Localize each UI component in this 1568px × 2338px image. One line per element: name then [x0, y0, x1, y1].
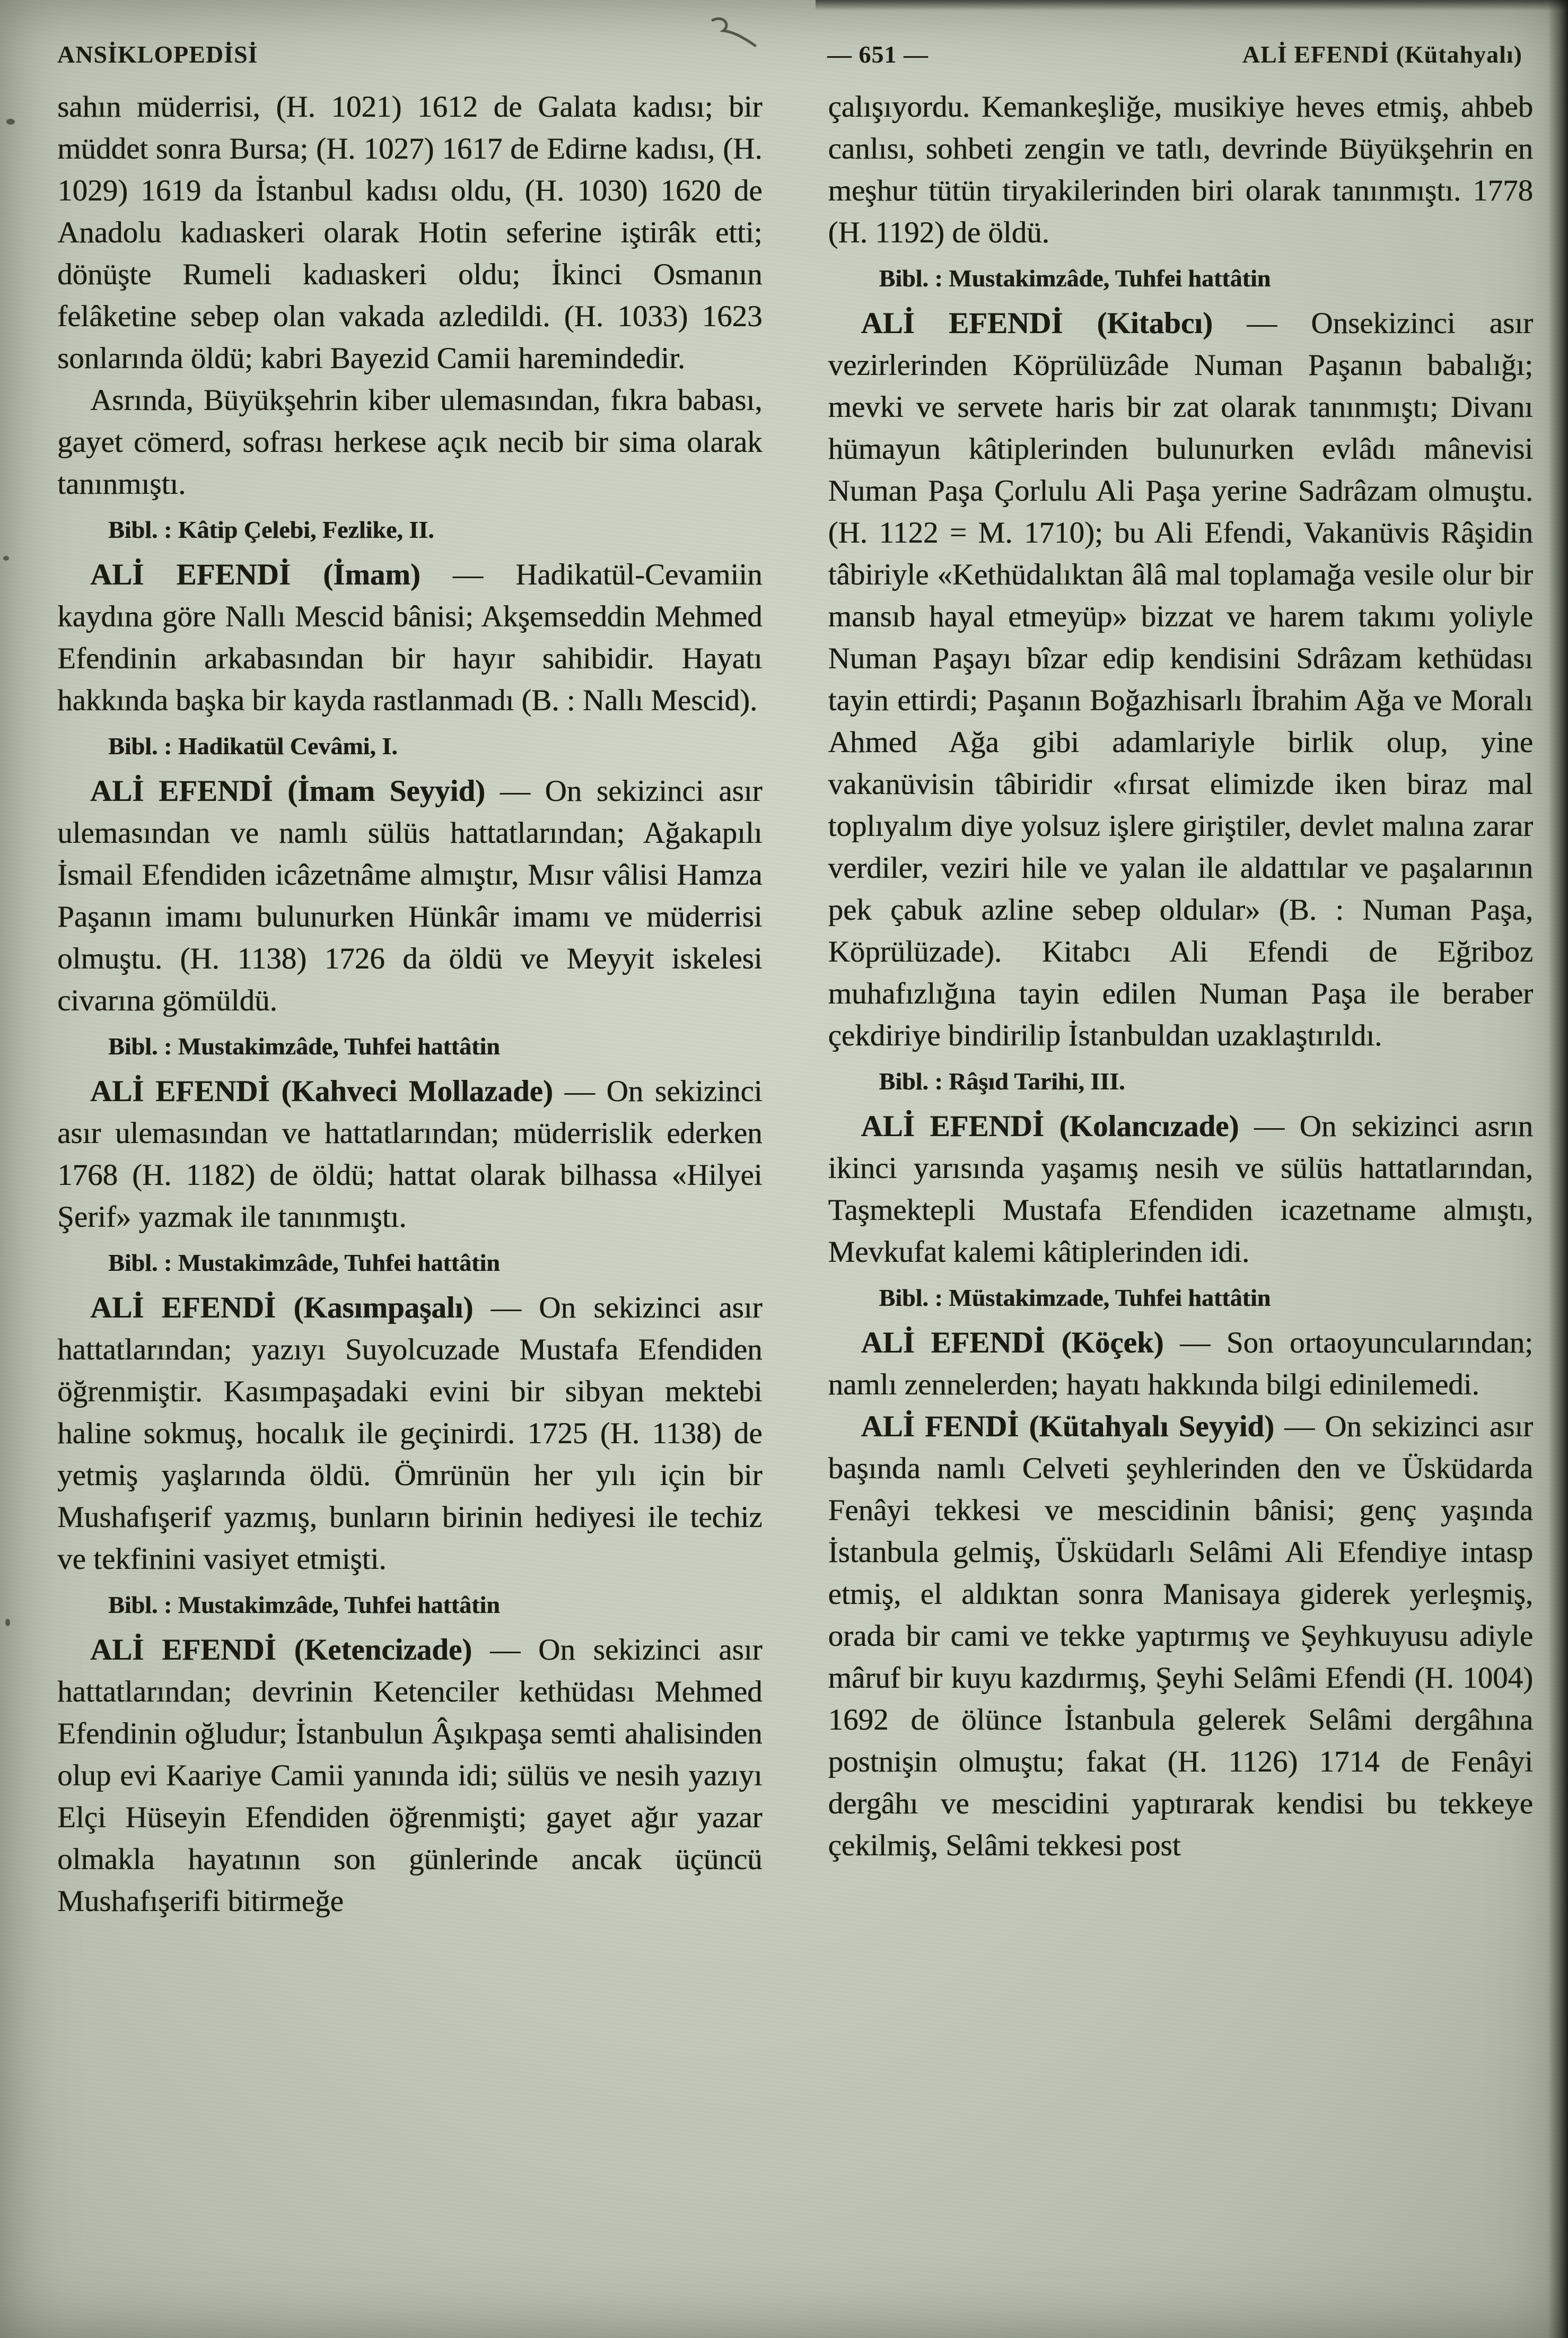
left-column	[57, 86, 763, 1922]
entry-paragraph: ALİ EFENDİ (Köçek) — Son ortaoyuncularından; namlı zennelerden; hayatı hakkında bilgi edinilemedi.	[828, 1326, 1533, 1401]
bibl-label: Bibl. :	[879, 1068, 943, 1095]
bibl-label: Bibl. :	[108, 1591, 172, 1618]
header-page-number: — 651 —	[827, 41, 928, 68]
entry-paragraph: ALİ EFENDİ (Kolancızade) — On sekizinci asrın ikinci yarısında yaşamış nesih ve sülüs hattatlarından, Taşmektepli Mustafa Efendiden icazetname almıştı, Mevkufat kalemi kâtiplerinden idi.	[828, 1110, 1533, 1269]
entry-title: ALİ EFENDİ (Kasımpaşalı)	[90, 1291, 474, 1324]
entry-paragraph: ALİ EFENDİ (Kitabcı) — Onsekizinci asır vezirlerinden Köprülüzâde Numan Paşanın babalığı; mevki ve servete haris bir zat olarak tanınmıştı; Divanı hümayun kâtiplerinden bulunurken evlâdı mânevisi Numan Paşa Çorlulu Ali Paşa yerine Sadrâzam olmuştu. (H. 1122 = M. 1710); bu Ali Efendi, Vakanüvis Râşidin tâbiriyle «Kethüdalıktan âlâ mal toplamağa vesile olur bir mansıb hayal etmeyüp» bizzat ve harem takımı yoliyle Numan Paşayı bîzar edip kendisini Sdrâzam kethüdası tayin ettirdi; Paşanın Boğazhisarlı İbrahim Ağa ve Moralı Ahmed Ağa gibi adamlariyle birlik olup, yine vakanüvisin tâbiridir «fırsat elimizde iken biraz mal toplıyalım diye yolsuz işlere giriştiler, devlet malına zarar verdiler, veziri hile ve yalan ile aldattılar ve paşalarının pek çabuk azline sebep oldular» (B. : Numan Paşa, Köprülüzade). Kitabcı Ali Efendi de Eğriboz muhafızlığına tayin edilen Numan Paşa ile beraber çekdiriye bindirilip İstanbuldan uzaklaştırıldı.	[828, 307, 1533, 1052]
ink-speck	[5, 1619, 10, 1626]
bibliography-line: Bibl. : Kâtip Çelebi, Fezlike, II.	[108, 516, 434, 543]
bibl-label: Bibl. :	[879, 1284, 943, 1311]
entry-title: ALİ EFENDİ (Kolancızade)	[861, 1110, 1239, 1143]
bibl-label: Bibl. :	[108, 1249, 172, 1276]
paragraph: sahın müderrisi, (H. 1021) 1612 de Galata kadısı; bir müddet sonra Bursa; (H. 1027) 1617 de Edirne kadısı, (H. 1029) 1619 da İstanbul kadısı oldu, (H. 1030) 1620 de Anadolu kadıaskeri olarak Hotin seferine iştirâk etti; dönüşte Rumeli kadıaskeri oldu; İkinci Osmanın felâketine sebep olan vakada azledildi. (H. 1033) 1623 sonlarında öldü; kabri Bayezid Camii haremindedir.	[57, 90, 763, 375]
header-journal-title: ANSİKLOPEDİSİ	[57, 41, 258, 68]
entry-title: ALİ EFENDİ (Ketencizade)	[90, 1633, 472, 1667]
bibl-label: Bibl. :	[108, 516, 172, 543]
running-header	[57, 39, 1522, 71]
bibl-label: Bibl. :	[108, 1033, 172, 1060]
bibliography-line: Bibl. : Mustakimzâde, Tuhfei hattâtin	[108, 1591, 500, 1618]
entry-paragraph: ALİ FENDİ (Kütahyalı Seyyid) — On sekizinci asır başında namlı Celveti şeyhlerinden den ve Üsküdarda Fenâyi tekkesi ve mescidinin bânisi; genç yaşında İstanbula gelmiş, Üsküdarlı Selâmi Ali Efendiye intasp etmiş, el aldıktan sonra Manisaya giderek yerleşmiş, orada bir cami ve tekke yaptırmış ve Şeyhkuyusu adiyle mâruf bir kuyu kazdırmış, Şeyhi Selâmi Efendi (H. 1004) 1692 de ölünce İstanbula gelerek Selâmi dergâhına postnişin olmuştu; fakat (H. 1126) 1714 de Fenâyi dergâhı ve mescidini yaptırarak kendisi bu tekkeye çekilmiş, Selâmi tekkesi post	[828, 1410, 1533, 1862]
paragraph: Asrında, Büyükşehrin kiber ulemasından, fıkra babası, gayet cömerd, sofrası herkese açık necib bir sima olarak tanınmıştı.	[57, 383, 763, 501]
bibl-label: Bibl. :	[879, 265, 943, 292]
entry-paragraph: ALİ EFENDİ (İmam Seyyid) — On sekizinci asır ulemasından ve namlı sülüs hattatlarından; Ağakapılı İsmail Efendiden icâzetnâme almıştır, Mısır vâlisi Hamza Paşanın imamı bulunurken Hünkâr imamı ve müderrisi olmuştu. (H. 1138) 1726 da öldü ve Meyyit iskelesi civarına gömüldü.	[57, 774, 763, 1017]
entry-title: ALİ EFENDİ (İmam Seyyid)	[90, 774, 486, 808]
paragraph: çalışıyordu. Kemankeşliğe, musikiye heves etmiş, ahbeb canlısı, sohbeti zengin ve tatlı, devrinde Büyükşehrin en meşhur tütün tiryakilerinden biri olarak tanınmıştı. 1778 (H. 1192) de öldü.	[828, 90, 1533, 249]
bibliography-line: Bibl. : Mustakimzâde, Tuhfei hattâtin	[108, 1249, 500, 1276]
book-edge-shadow	[1548, 0, 1568, 2338]
bibliography-line: Bibl. : Mustakimzâde, Tuhfei hattâtin	[108, 1033, 500, 1060]
entry-title: ALİ EFENDİ (Kahveci Mollazade)	[90, 1075, 553, 1108]
entry-title: ALİ FENDİ (Kütahyalı Seyyid)	[861, 1410, 1274, 1443]
bibliography-line: Bibl. : Müstakimzade, Tuhfei hattâtin	[879, 1284, 1271, 1311]
entry-paragraph: ALİ EFENDİ (Ketencizade) — On sekizinci asır hattatlarından; devrinin Ketenciler kethüdası Mehmed Efendinin oğludur; İstanbulun Âşıkpaşa semti ahalisinden olup evi Kaariye Camii yanında idi; sülüs ve nesih yazıyı Elçi Hüseyin Efendiden öğrenmişti; gayet ağır yazar olmakla hayatının son günlerinde ancak üçüncü Mushafışerifi bitirmeğe	[57, 1633, 763, 1918]
entry-title: ALİ EFENDİ (İmam)	[90, 558, 421, 591]
right-column	[828, 86, 1534, 1922]
header-article-title: ALİ EFENDİ (Kütahyalı)	[1242, 41, 1522, 68]
entry-paragraph: ALİ EFENDİ (Kasımpaşalı) — On sekizinci asır hattatlarından; yazıyı Suyolcuzade Mustafa Efendiden öğrenmiştir. Kasımpaşadaki evini bir sibyan mektebi haline sokmuş, hocalık ile geçinirdi. 1725 (H. 1138) de yetmiş yaşlarında öldü. Ömrünün her yılı için bir Mushafışerif yazmış, bunların birinin hediyesi ile techiz ve tekfinini vasiyet etmişti.	[57, 1291, 763, 1576]
bibliography-line: Bibl. : Hadikatül Cevâmi, I.	[108, 732, 398, 760]
entry-title: ALİ EFENDİ (Köçek)	[861, 1326, 1164, 1359]
ink-speck	[3, 556, 9, 561]
entry-paragraph: ALİ EFENDİ (Kahveci Mollazade) — On sekizinci asır ulemasından ve hattatlarından; müderrislik ederken 1768 (H. 1182) de öldü; hattat olarak bilhassa «Hilyei Şerif» yazmak ile tanınmıştı.	[57, 1075, 763, 1234]
entry-title: ALİ EFENDİ (Kitabcı)	[861, 307, 1213, 340]
bibl-label: Bibl. :	[108, 732, 172, 760]
top-edge-shadow	[816, 0, 1568, 11]
page-body	[57, 86, 1533, 1922]
ink-speck	[6, 119, 15, 125]
bibliography-line: Bibl. : Râşıd Tarihi, III.	[879, 1068, 1125, 1095]
bibliography-line: Bibl. : Mustakimzâde, Tuhfei hattâtin	[879, 265, 1271, 292]
entry-paragraph: ALİ EFENDİ (İmam) — Hadikatül-Cevamiin kaydına göre Nallı Mescid bânisi; Akşemseddin Mehmed Efendinin arkabasından bir hayır sahibidir. Hayatı hakkında başka bir kayda rastlanmadı (B. : Nallı Mescid).	[57, 558, 763, 717]
